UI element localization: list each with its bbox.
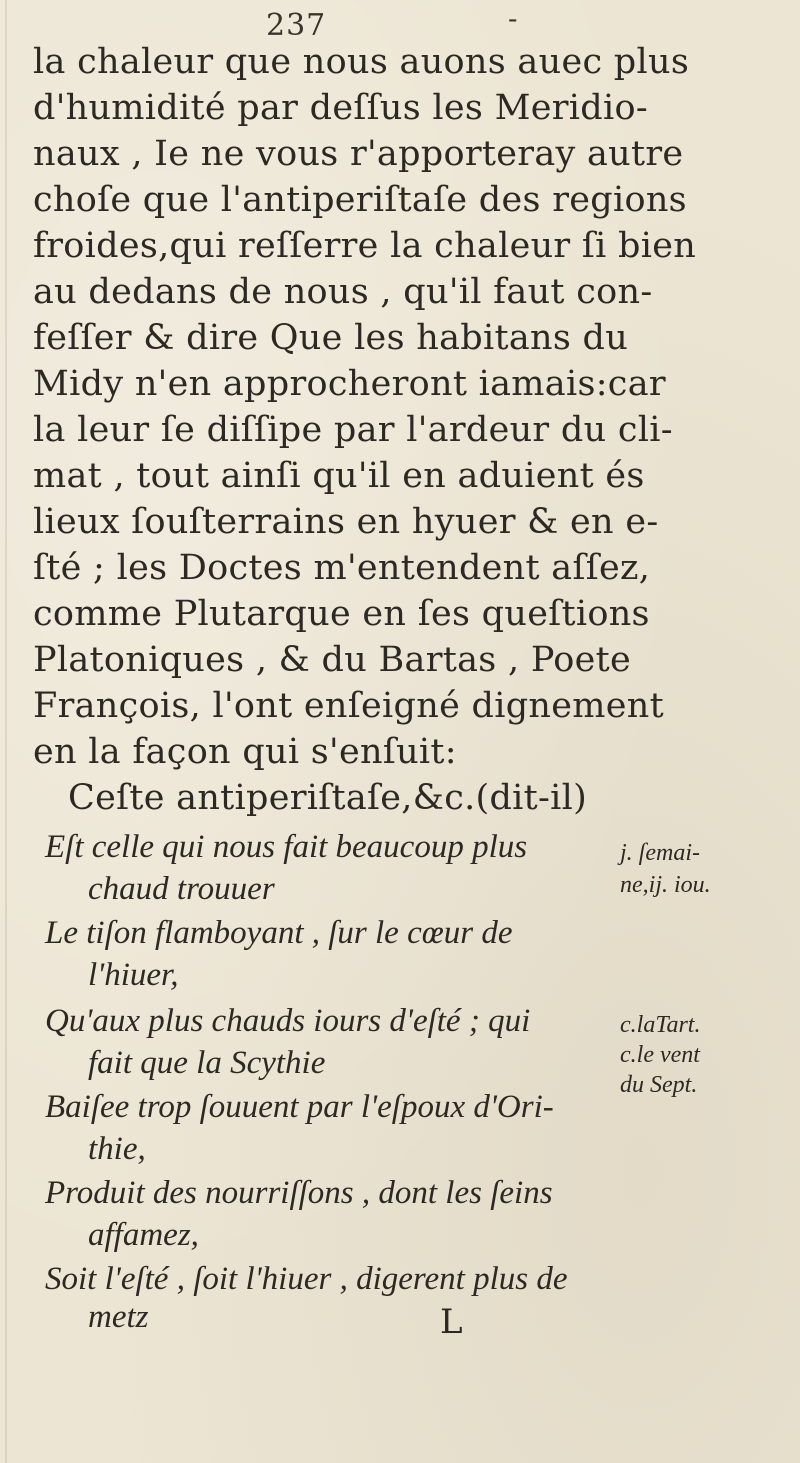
prose-line-8: Midy n'en approcheront iamais:car: [33, 364, 666, 404]
prose-line-12: ſté ; les Doctes m'entendent aſſez,: [33, 548, 651, 588]
prose-line-16: en la façon qui s'enſuit:: [33, 732, 457, 772]
prose-line-15: François, l'ont enſeigné dignement: [33, 686, 664, 726]
verse-line-1: Eſt celle qui nous fait beaucoup plus: [45, 829, 528, 865]
signature-mark: L: [440, 1302, 463, 1342]
verse-line-6: fait que la Scythie: [88, 1045, 326, 1081]
prose-line-1: la chaleur que nous auons auec plus: [33, 42, 690, 82]
prose-line-6: au dedans de nous , qu'il faut con-: [33, 272, 653, 312]
verse-line-12: metz: [88, 1299, 149, 1335]
prose-line-5: froides,qui reſſerre la chaleur ſi bien: [33, 226, 697, 266]
prose-line-7: feſſer & dire Que les habitans du: [33, 318, 629, 358]
verse-line-8: thie,: [88, 1131, 146, 1167]
prose-line-11: lieux ſouſterrains en hyuer & en e-: [33, 502, 659, 542]
margin-note-2-line-2: c.le vent: [620, 1042, 700, 1068]
margin-note-1-line-2: ne,ij. iou.: [620, 872, 711, 898]
verse-line-3: Le tiſon flamboyant , ſur le cœur de: [45, 915, 513, 951]
page-number: 237: [266, 8, 327, 43]
prose-line-14: Platoniques , & du Bartas , Poete: [33, 640, 632, 680]
prose-line-17: Ceſte antiperiſtaſe,&c.(dit-il): [68, 778, 588, 818]
margin-note-2-line-1: c.laTart.: [620, 1012, 701, 1038]
verse-line-2: chaud trouuer: [88, 871, 275, 907]
prose-line-13: comme Plutarque en ſes queſtions: [33, 594, 650, 634]
prose-line-9: la leur ſe diſſipe par l'ardeur du cli-: [33, 410, 673, 450]
verse-line-10: affamez,: [88, 1217, 199, 1253]
verse-line-4: l'hiuer,: [88, 957, 179, 993]
prose-line-4: choſe que l'antiperiſtaſe des regions: [33, 180, 687, 220]
margin-note-2-line-3: du Sept.: [620, 1072, 698, 1098]
verse-line-11: Soit l'eſté , ſoit l'hiuer , digerent plus de: [45, 1261, 568, 1297]
verse-line-5: Qu'aux plus chauds iours d'eſté ; qui: [45, 1003, 531, 1039]
corner-mark: -: [508, 2, 518, 35]
prose-line-3: naux , Ie ne vous r'apporteray autre: [33, 134, 684, 174]
page-edge-shadow: [5, 0, 7, 1463]
prose-line-2: d'humidité par deſſus les Meridio-: [33, 88, 648, 128]
prose-line-10: mat , tout ainſi qu'il en aduient és: [33, 456, 645, 496]
verse-line-7: Baiſee trop ſouuent par l'eſpoux d'Ori-: [45, 1089, 554, 1125]
verse-line-9: Produit des nourriſſons , dont les ſeins: [45, 1175, 553, 1211]
margin-note-1-line-1: j. ſemai-: [620, 840, 700, 866]
